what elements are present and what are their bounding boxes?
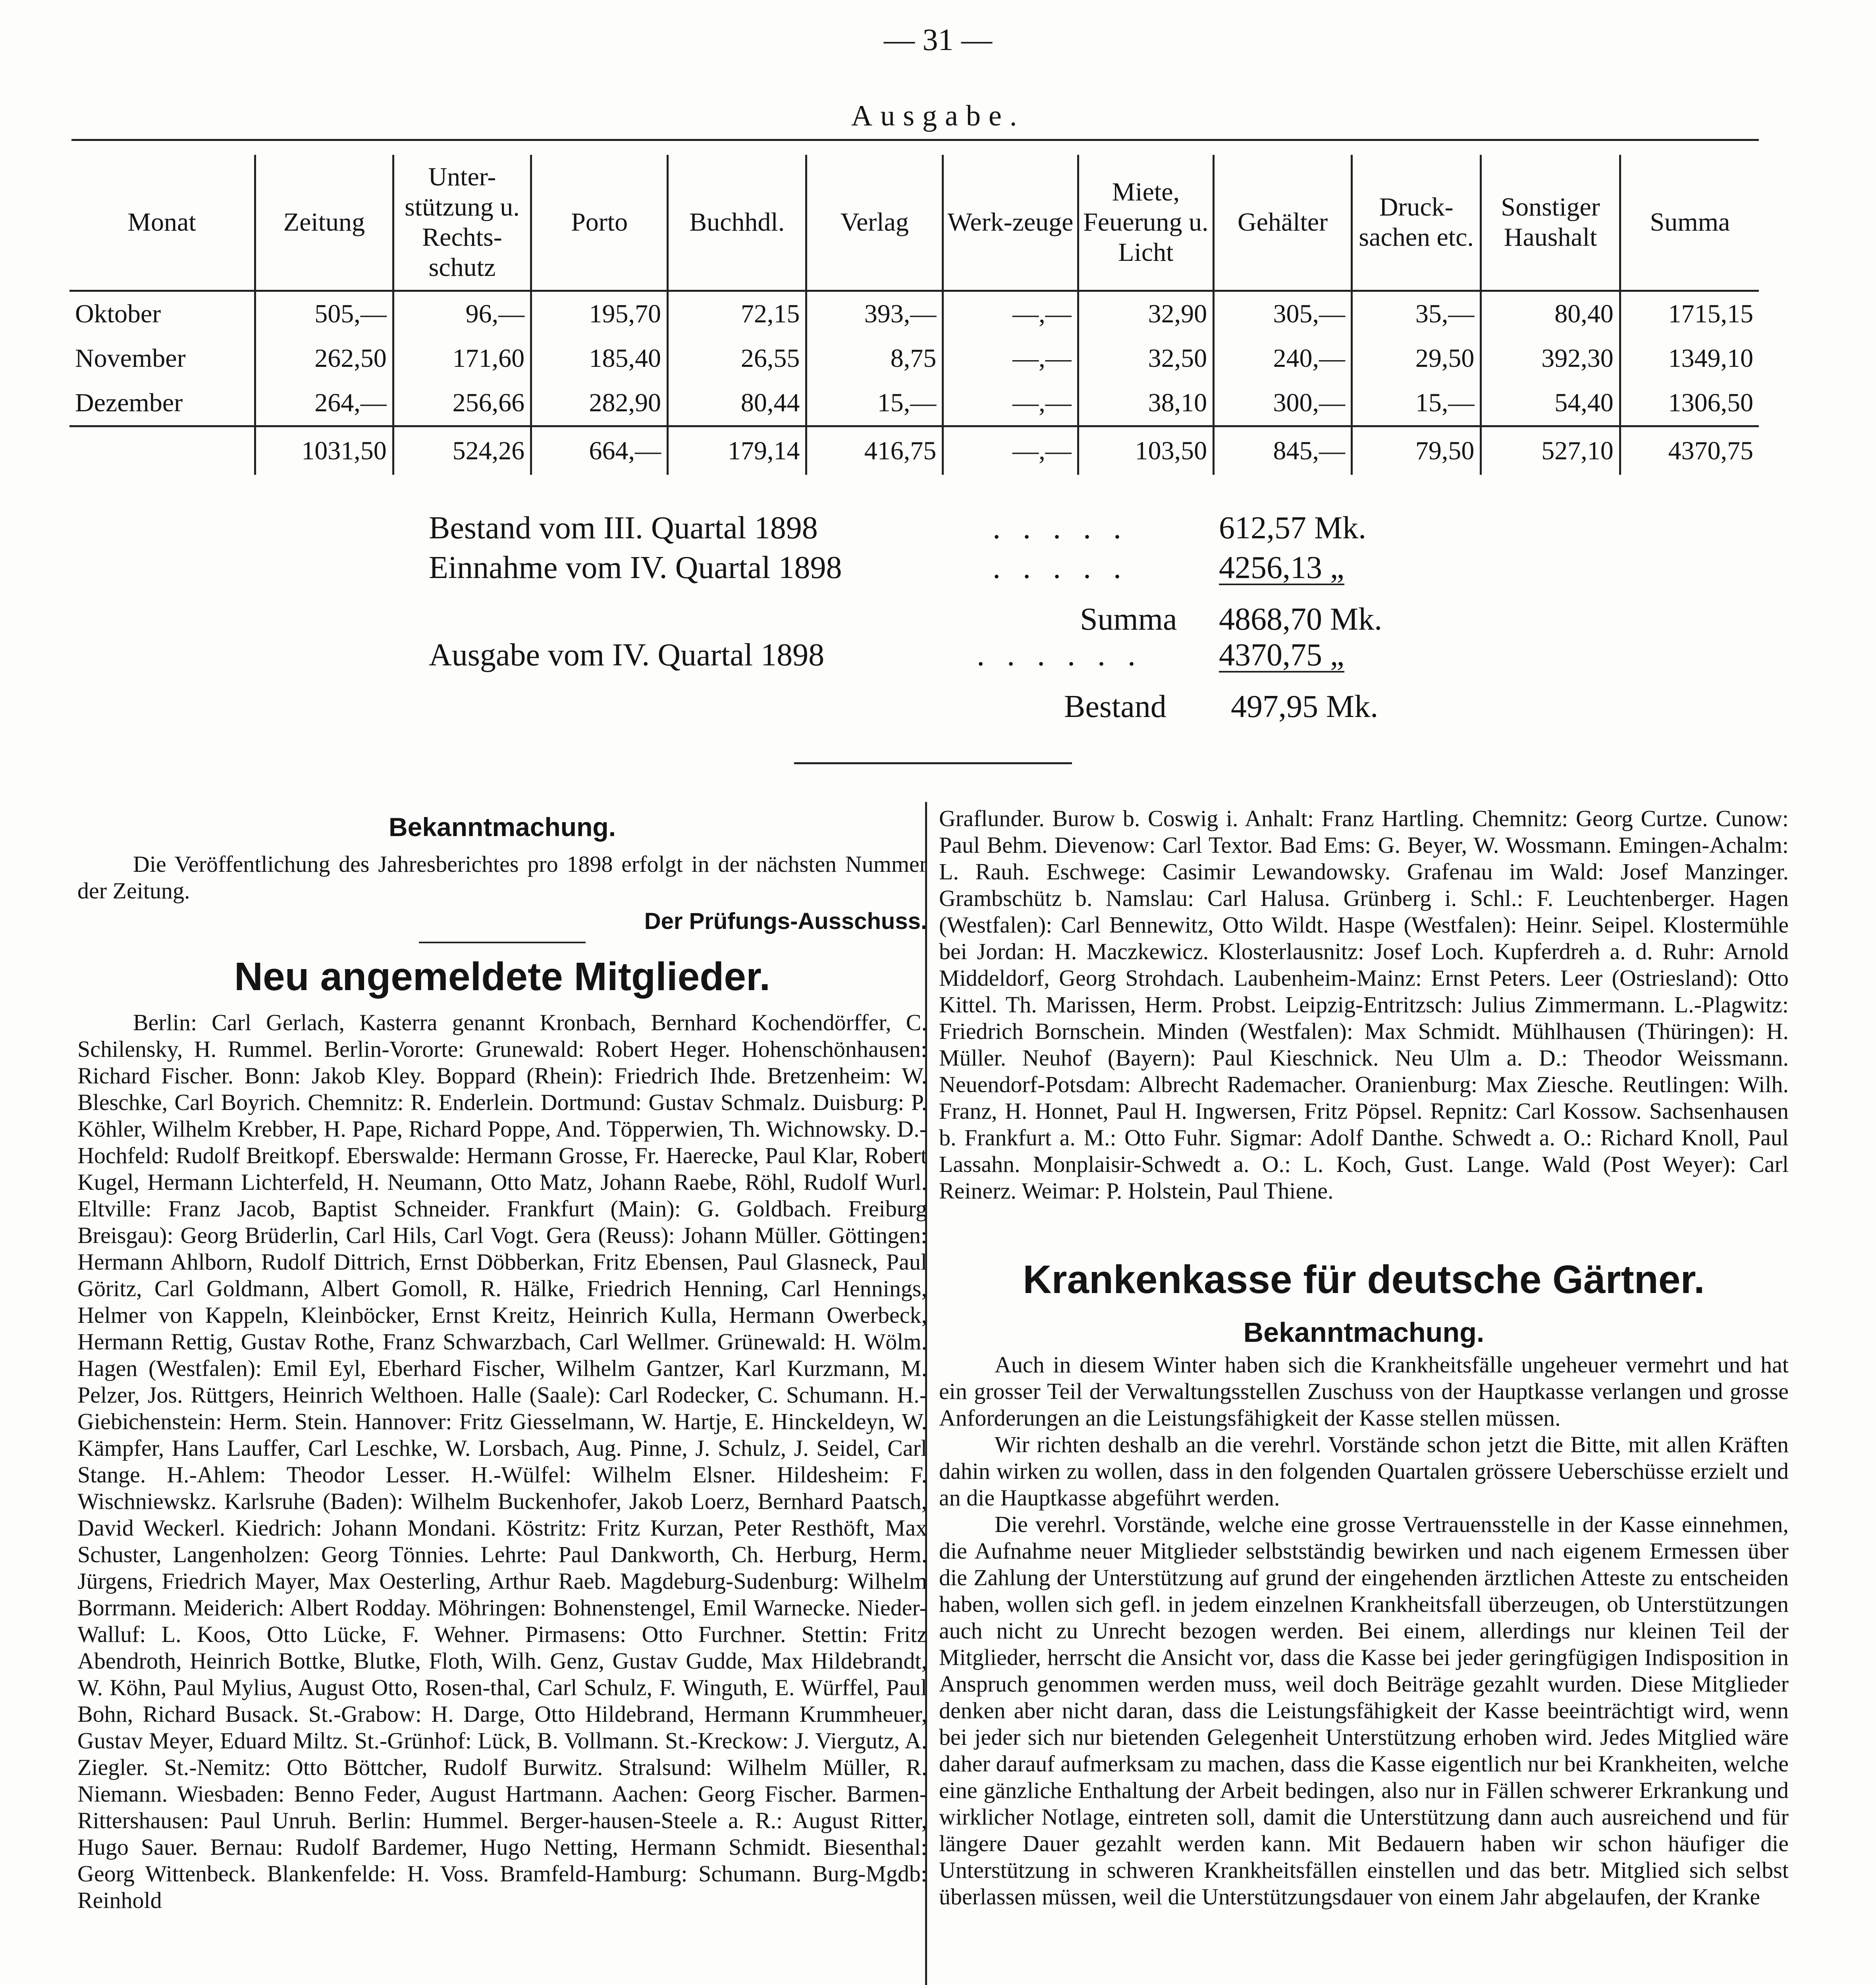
table-cell: 282,90 [531, 381, 668, 426]
table-cell: 15,— [806, 381, 943, 426]
members-list: Berlin: Carl Gerlach, Kasterra genannt Kronbach, Bernhard Kochendörffer, C. Schilensky, H. Rummel. Berlin-Vororte: Grunewald: Robert Heger. Hohenschönhausen: Richard Fischer. Bonn: Jakob Kley. Boppard (Rhein): Friedrich Ihde. Bretzenheim: W. Bleschke, Carl Boyrich. Chemnitz: R. Enderlein. Dortmund: Gustav Schmalz. Duisburg: P. Köhler, Wilhelm Krebber, H. Pape, Richard Poppe, And. Töpperwien, Th. Wichnowsky. D.-Hochfeld: Rudolf Breitkopf. Eberswalde: Hermann Grosse, Fr. Haerecke, Paul Klar, Robert Kugel, Hermann Lichterfeld, H. Neumann, Otto Matz, Johann Raebe, Röhl, Rudolf Wurl. Eltville: Franz Jacob, Baptist Schneider. Frankfurt (Main): G. Goldbach. Freiburg Breisgau): Georg Brüderlin, Carl Hils, Carl Vogt. Gera (Reuss): Johann Müller. Göttingen: Hermann Ahlborn, Rudolf Dittrich, Ernst Döbberkan, Fritz Ebensen, Paul Glasneck, Paul Göritz, Carl Goldmann, Albert Gomoll, R. Hälke, Friedrich Henning, Carl Hennings, Helmer von Kappeln, Kleinböcker, Ernst Kreitz, Heinrich Kulla, Hermann Owerbeck, Hermann Rettig, Gustav Rothe, Franz Schwarzbach, Carl Wellmer. Grünewald: H. Wölm. Hagen (Westfalen): Emil Eyl, Eberhard Fischer, Wilhelm Gantzer, Karl Kurzmann, M. Pelzer, Jos. Rüttgers, Heinrich Welthoen. Halle (Saale): Carl Rodecker, C. Schumann. H.-Giebichenstein: Herm. Stein. Hannover: Fritz Giesselmann, W. Hartje, E. Hinckeldeyn, W. Kämpfer, Hans Lauffer, Carl Leschke, W. Lorsbach, Aug. Pinne, J. Schulz, J. Seidel, Carl Stange. H.-Ahlem: Theodor Lesser. H.-Wülfel: Wilhelm Elsner. Hildesheim: F. Wischniewskz. Karlsruhe (Baden): Wilhelm Buckenhofer, Jakob Loerz, Bernhard Paatsch, David Weckerl. Kiedrich: Johann Mondani. Köstritz: Fritz Kurzan, Peter Resthöft, Max Schuster, Langenholzen: Georg Tönnies. Lehrte: Paul Dankworth, Ch. Herburg, Herm. Jürgens, Friedrich Mayer, Max Oesterling, Arthur Raeb. Magdeburg-Sudenburg: Wilhelm Borrmann. Meiderich: Albert Rodday. Möhringen: Bohnenstengel, Emil Warnecke. Nieder-Walluf: L. Koos, Otto Lücke, F. Wehner. Pirmasens: Otto Furchner. Stettin: Fritz Abendroth, Heinrich Bottke, Blutke, Floth, Wilh. Genz, Gustav Gudde, Max Hildebrandt, W. Köhn, Paul Mylius, August Otto, Rosen-thal, Carl Schulz, F. Winguth, E. Würffel, Paul Bohn, Richard Busack. St.-Grabow: H. Darge, Otto Hildebrand, Hermann Krummheuer, Gustav Meyer, Eduard Miltz. St.-Grünhof: Lück, B. Vollmann. St.-Kreckow: J. Viergutz, A. Ziegler. St.-Nemitz: Otto Böttcher, Rudolf Burwitz. Stralsund: Wilhelm Müller, R. Niemann. Wiesbaden: Benno Feder, August Hartmann. Aachen: Georg Fischer. Barmen-Rittershausen: Paul Unruh. Berlin: Hummel. Berger-hausen-Steele a. R.: August Ritter, Hugo Sauer. Bernau: Rudolf Bardemer, Hugo Netting, Hermann Schmidt. Biesenthal: Georg Wittenbeck. Blankenfelde: H. Voss. Bramfeld-Hamburg: Schumann. Burg-Mgdb: Reinhold [77, 1010, 927, 1913]
balance-amount: 4868,70 Mk. [1219, 602, 1382, 637]
table-totals-row [69, 426, 1759, 475]
kasse-heading: Krankenkasse für deutsche Gärtner. [1023, 1257, 1705, 1302]
table-cell: 240,— [1214, 336, 1352, 381]
table-cell: 185,40 [531, 336, 668, 381]
table-title: Ausgabe. [851, 100, 1025, 132]
members-heading: Neu angemeldete Mitglieder. [234, 954, 771, 999]
members-list-continued: Graflunder. Burow b. Coswig i. Anhalt: Franz Hartling. Chemnitz: Georg Curtze. Cunow: Paul Behm. Dievenow: Carl Textor. Bad Ems: G. Beyer, W. Wossmann. Emingen-Achalm: L. Rauh. Eschwege: Casimir Lewandowsky. Grafenau im Wald: Josef Manzinger. Grambschütz b. Namslau: Carl Halusa. Grünberg i. Schl.: F. Leuchtenberger. Hagen (Westfalen): Carl Bennewitz, Otto Wildt. Haspe (Westfalen): Heinr. Seipel. Klostermühle bei Jordan: H. Maczkewicz. Klosterlausnitz: Josef Loch. Kupferdreh a. d. Ruhr: Arnold Middeldorf, Georg Strohdach. Laubenheim-Mainz: Ernst Peters. Leer (Ostriesland): Otto Kittel. Th. Marissen, Herm. Probst. Leipzig-Entritzsch: Julius Zimmermann. L.-Plagwitz: Friedrich Bornschein. Minden (Westfalen): Max Schmidt. Mühlhausen (Thüringen): H. Müller. Neuhof (Bayern): Paul Kieschnick. Neu Ulm a. D.: Theodor Weissmann. Neuendorf-Potsdam: Albrecht Rademacher. Oranienburg: Max Ziesche. Reutlingen: Wilh. Franz, H. Honnet, Paul H. Ingwersen, Fritz Pöpsel. Repnitz: Carl Kossow. Sachsenhausen b. Frankfurt a. M.: Otto Fuhr. Sigmar: Adolf Danthe. Schwedt a. O.: Richard Knoll, Paul Lassahn. Monplaisir-Schwedt a. O.: L. Koch, Gust. Lange. Wald (Post Weyer): Carl Reinerz. Weimar: P. Holstein, Paul Thiene. [939, 806, 1789, 1204]
table-cell: —,— [943, 426, 1078, 475]
table-cell: 103,50 [1078, 426, 1214, 475]
table-header-cell: Werk-zeuge [943, 155, 1078, 291]
table-cell [69, 426, 255, 475]
table-cell: 80,44 [668, 381, 806, 426]
table-cell: 1031,50 [255, 426, 393, 475]
balance-amount: 497,95 Mk. [1231, 689, 1379, 724]
table-row [69, 291, 1759, 337]
balance-amount: 612,57 Mk. [1219, 511, 1367, 545]
title-rule [71, 139, 1759, 141]
table-cell: 845,— [1214, 426, 1352, 475]
table-cell: 527,10 [1481, 426, 1620, 475]
expense-table [69, 155, 1759, 475]
table-cell: 15,— [1352, 381, 1481, 426]
balance-label: Einnahme vom IV. Quartal 1898 [429, 550, 842, 585]
table-row [69, 381, 1759, 426]
right-column [939, 805, 1789, 1910]
table-header-row [69, 155, 1759, 291]
page-number: — 31 — [884, 22, 992, 57]
table-header-cell: Summa [1620, 155, 1759, 291]
table-cell: 96,— [393, 291, 531, 337]
table-cell: 505,— [255, 291, 393, 337]
table-cell: 195,70 [531, 291, 668, 337]
table-cell: 35,— [1352, 291, 1481, 337]
balance-amount: 4370,75 „ [1219, 638, 1344, 673]
table-cell: 38,10 [1078, 381, 1214, 426]
table-header-cell: Gehälter [1214, 155, 1352, 291]
table-cell: 72,15 [668, 291, 806, 337]
section-rule [794, 762, 1072, 764]
table-row [69, 336, 1759, 381]
table-cell: 256,66 [393, 381, 531, 426]
balance-label: Bestand vom III. Quartal 1898 [429, 511, 818, 545]
notice-signature: Der Prüfungs-Ausschuss. [644, 908, 927, 934]
balance-label: Bestand [1064, 689, 1166, 724]
table-cell: 79,50 [1352, 426, 1481, 475]
table-cell: 524,26 [393, 426, 531, 475]
kasse-paragraph: Auch in diesem Winter haben sich die Krankheitsfälle ungeheuer vermehrt und hat ein grosser Teil der Verwaltungsstellen Zuschuss von der Hauptkasse verlangen und grosse Anforderungen an die Leistungsfähigkeit der Kasse stellen müssen. [939, 1352, 1789, 1431]
table-cell: 32,50 [1078, 336, 1214, 381]
kasse-subheading: Bekanntmachung. [1243, 1317, 1485, 1348]
table-cell: 664,— [531, 426, 668, 475]
table-cell: —,— [943, 336, 1078, 381]
table-header-cell: Unter-stützung u. Rechts-schutz [393, 155, 531, 291]
table-cell: 8,75 [806, 336, 943, 381]
table-cell: 80,40 [1481, 291, 1620, 337]
table-cell: —,— [943, 291, 1078, 337]
table-header-cell: Buchhdl. [668, 155, 806, 291]
balance-label: Summa [1080, 602, 1177, 637]
kasse-paragraph: Die verehrl. Vorstände, welche eine grosse Vertrauensstelle in der Kasse einnehmen, die Aufnahme neuer Mitglieder selbstständig bewirken und nach eigenem Ermessen über die Zahlung der Unterstützung auf grund der eingehenden ärztlichen Atteste zu entscheiden haben, wollen sich gefl. in jedem einzelnen Krankheitsfall überzeugen, ob Unterstützungen auch nicht zu Unrecht bezogen werden. Bei einem, allerdings nur kleinen Teil der Mitglieder, herrscht die Ansicht vor, dass die Kasse bei jeder geringfügigen Indisposition in Anspruch genommen werden muss, weil doch Beiträge gezahlt wurden. Diese Mitglieder denken aber nicht daran, dass die Leistungsfähigkeit der Kasse beeinträchtigt wird, wenn bei jeder sich nur bietenden Gelegenheit Unterstützung erhoben wird. Jedes Mitglied wäre daher darauf aufmerksam zu machen, dass die Kasse eigentlich nur bei Krankheiten, welche eine gänzliche Enthaltung der Arbeit bedingen, also nur in Fällen schwerer Erkrankung und wirklicher Notlage, eintreten soll, damit die Unterstützung dann auch ausreichend und für längere Dauer gezahlt werden kann. Mit Bedauern haben wir schon häufiger die Unterstützung in schweren Krankheitsfällen einstellen und das betr. Mitglied sich selbst überlassen müssen, weil die Unterstützungsdauer von einem Jahr abgelaufen, der Kranke [939, 1511, 1789, 1910]
table-cell: 171,60 [393, 336, 531, 381]
table-cell: 416,75 [806, 426, 943, 475]
table-cell: 54,40 [1481, 381, 1620, 426]
table-cell: Oktober [75, 299, 161, 329]
table-cell: 393,— [806, 291, 943, 337]
balance-amount: 4256,13 „ [1219, 550, 1344, 585]
kasse-paragraph: Wir richten deshalb an die verehrl. Vorstände schon jetzt die Bitte, mit allen Kräften dahin wirken zu wollen, dass in den folgenden Quartalen grössere Ueberschüsse erzielt und an die Hauptkasse abgeführt werden. [939, 1432, 1789, 1511]
table-cell: 392,30 [1481, 336, 1620, 381]
table-cell: —,— [943, 381, 1078, 426]
table-cell: 1306,50 [1620, 381, 1759, 426]
left-column [77, 810, 927, 1914]
balance-label: Ausgabe vom IV. Quartal 1898 [429, 638, 825, 673]
table-header-cell: Monat [69, 155, 255, 291]
table-cell: 26,55 [668, 336, 806, 381]
table-cell: November [75, 344, 186, 373]
table-cell: 29,50 [1352, 336, 1481, 381]
table-cell: 305,— [1214, 291, 1352, 337]
table-cell: 4370,75 [1620, 426, 1759, 475]
table-header-cell: Porto [531, 155, 668, 291]
table-cell: 179,14 [668, 426, 806, 475]
table-header-cell: Miete, Feuerung u. Licht [1078, 155, 1214, 291]
notice-text: Die Veröffentlichung des Jahresberichtes pro 1898 erfolgt in der nächsten Nummer der Zeitung. [77, 851, 927, 904]
table-cell: 262,50 [255, 336, 393, 381]
table-header-cell: Druck-sachen etc. [1352, 155, 1481, 291]
table-cell: Dezember [75, 388, 183, 418]
notice-heading: Bekanntmachung. [388, 812, 616, 842]
table-cell: 1715,15 [1620, 291, 1759, 337]
table-header-cell: Verlag [806, 155, 943, 291]
divider [419, 942, 586, 943]
balance-dots: . . . . . . [977, 638, 1143, 673]
balance-dots: . . . . . [993, 550, 1128, 585]
table-cell: 32,90 [1078, 291, 1214, 337]
table-header-cell: Sonstiger Haushalt [1481, 155, 1620, 291]
balance-dots: . . . . . [993, 511, 1128, 545]
table-cell: 300,— [1214, 381, 1352, 426]
table-cell: 1349,10 [1620, 336, 1759, 381]
table-cell: 264,— [255, 381, 393, 426]
table-header-cell: Zeitung [255, 155, 393, 291]
